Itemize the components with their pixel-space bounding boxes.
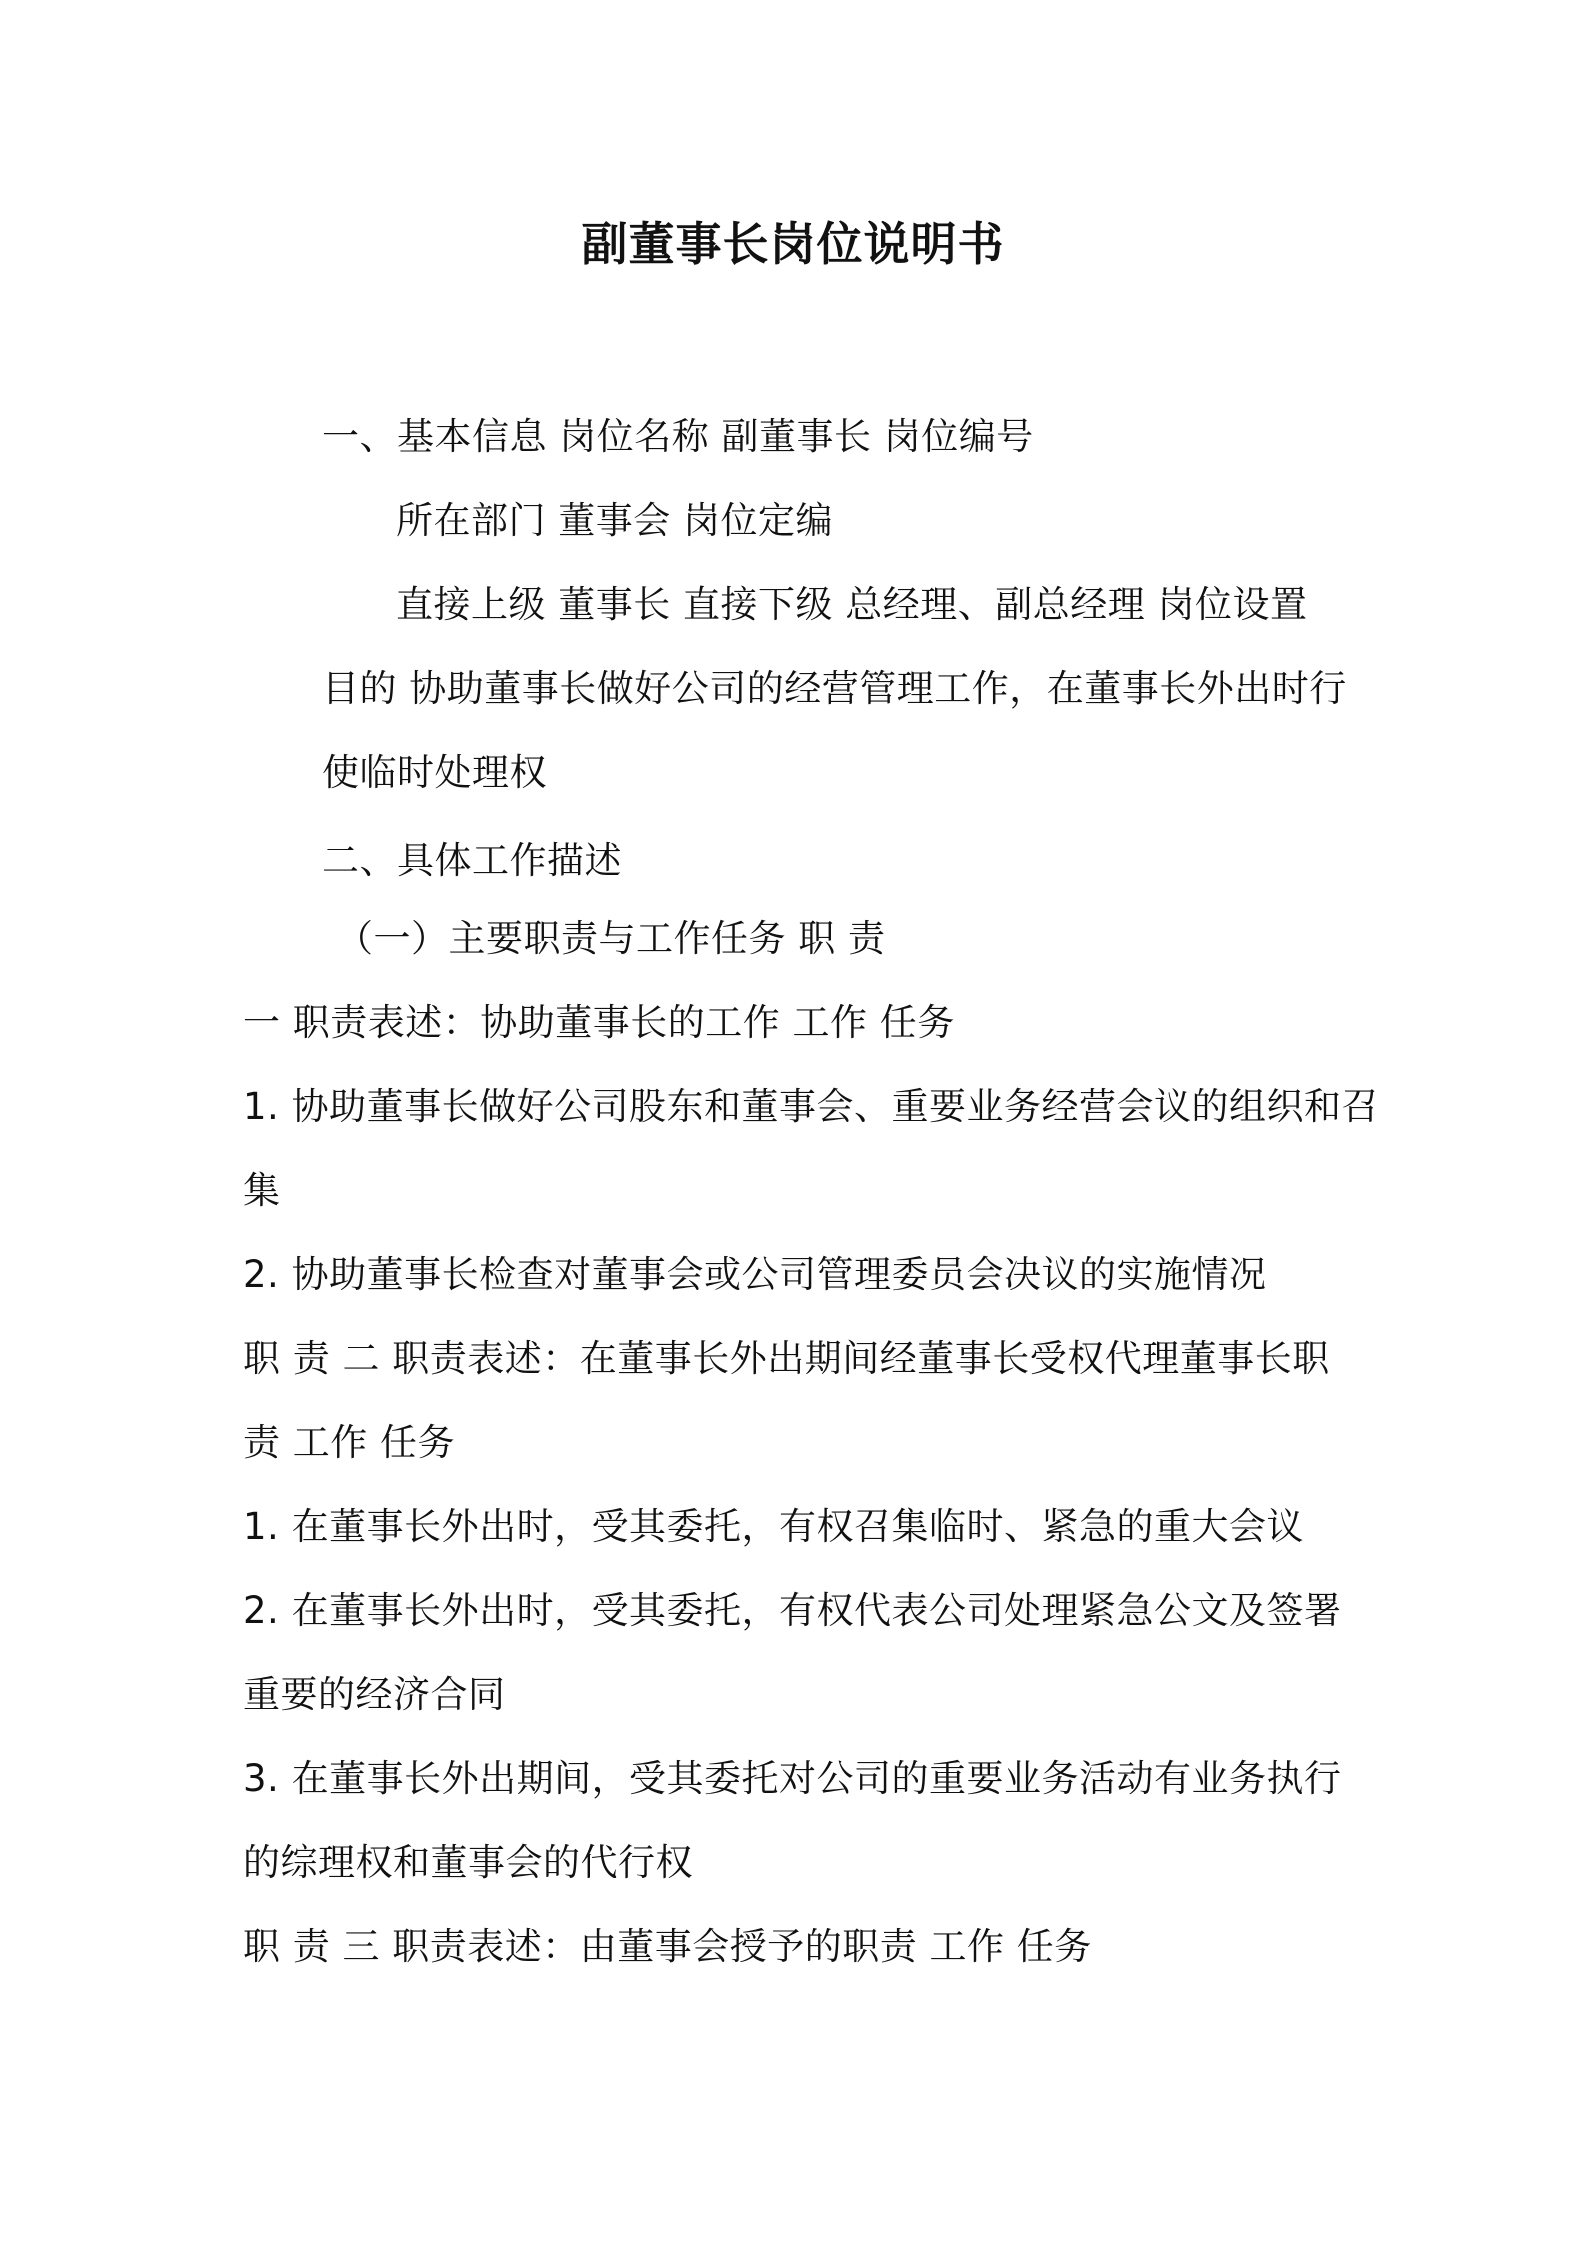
duty-two-heading-continued: 责 工作 任务 xyxy=(243,1421,456,1464)
duty-two-task-2-continued: 重要的经济合同 xyxy=(243,1673,506,1716)
purpose-line-continued: 使临时处理权 xyxy=(322,751,547,794)
department-line: 所在部门 董事会 岗位定编 xyxy=(396,499,834,542)
duty-one-task-1: 1. 协助董事长做好公司股东和董事会、重要业务经营会议的组织和召 xyxy=(243,1085,1380,1128)
duty-three-heading: 职 责 三 职责表述：由董事会授予的职责 工作 任务 xyxy=(243,1925,1092,1968)
duty-one-heading: 一 职责表述：协助董事长的工作 工作 任务 xyxy=(243,1001,955,1044)
duty-one-task-2: 2. 协助董事长检查对董事会或公司管理委员会决议的实施情况 xyxy=(243,1253,1267,1296)
duty-one-task-1-continued: 集 xyxy=(243,1169,281,1212)
subsection-heading-duties: （一）主要职责与工作任务 职 责 xyxy=(336,917,886,960)
duty-two-task-1: 1. 在董事长外出时，受其委托，有权召集临时、紧急的重大会议 xyxy=(243,1505,1305,1548)
basic-info-line: 一、基本信息 岗位名称 副董事长 岗位编号 xyxy=(322,415,1034,458)
duty-two-task-3-continued: 的综理权和董事会的代行权 xyxy=(243,1841,693,1884)
duty-two-heading: 职 责 二 职责表述：在董事长外出期间经董事长受权代理董事长职 xyxy=(243,1337,1330,1380)
duty-two-task-3: 3. 在董事长外出期间，受其委托对公司的重要业务活动有业务执行 xyxy=(243,1757,1342,1800)
document-title: 副董事长岗位说明书 xyxy=(581,217,1005,271)
section-heading-work-description: 二、具体工作描述 xyxy=(322,839,622,882)
purpose-line: 目的 协助董事长做好公司的经营管理工作，在董事长外出时行 xyxy=(322,667,1347,710)
duty-two-task-2: 2. 在董事长外出时，受其委托，有权代表公司处理紧急公文及签署 xyxy=(243,1589,1342,1632)
superior-line: 直接上级 董事长 直接下级 总经理、副总经理 岗位设置 xyxy=(396,583,1308,626)
